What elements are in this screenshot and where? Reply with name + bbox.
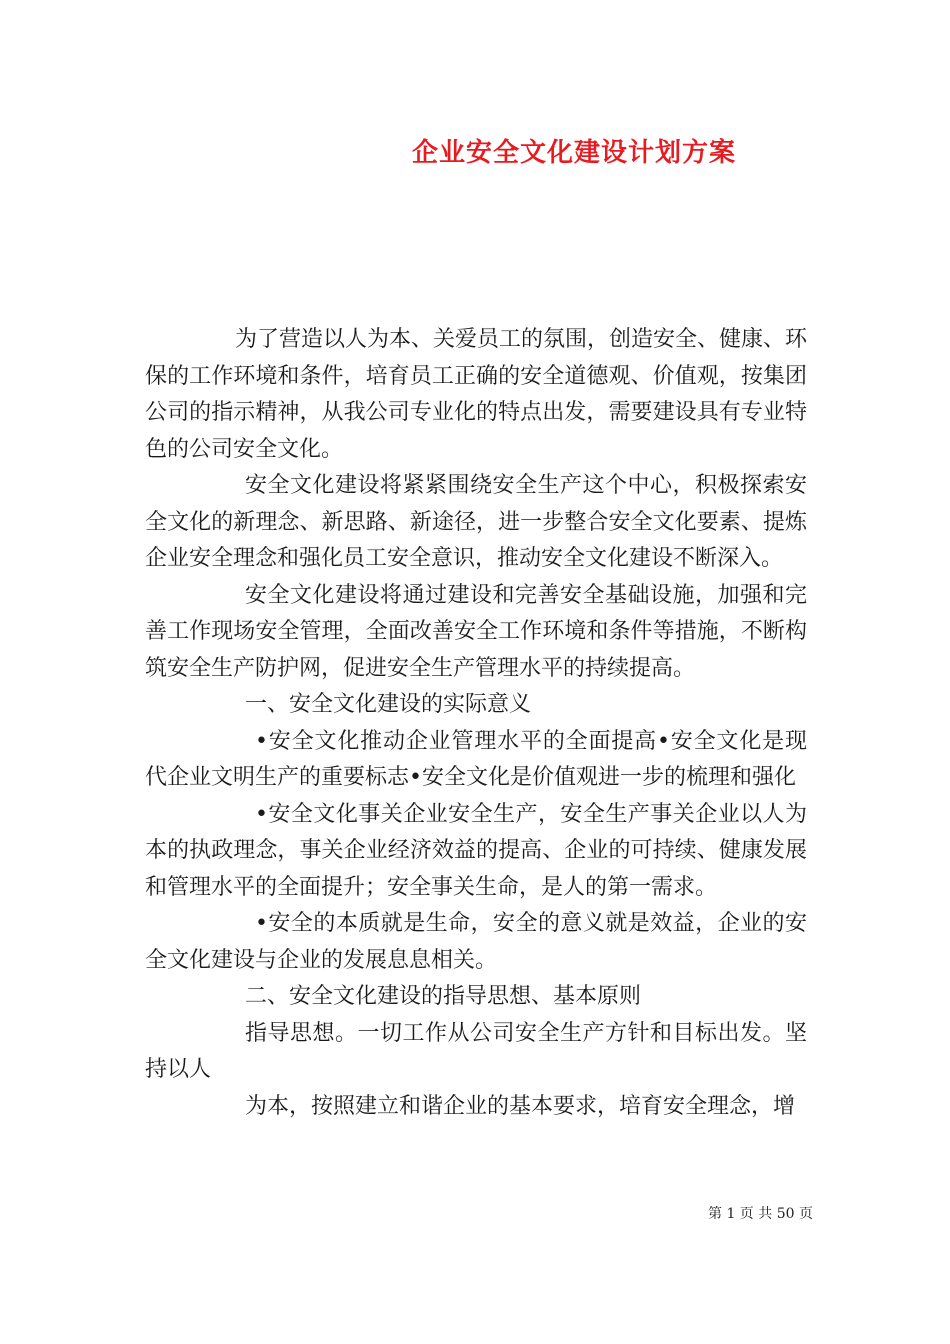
- bullet-paragraph-1: •安全文化推动企业管理水平的全面提高•安全文化是现代企业文明生产的重要标志•安全文化是价值观进一步的梳理和强化: [145, 728, 807, 790]
- paragraph-infrastructure: 安全文化建设将通过建设和完善安全基础设施，加强和完善工作现场安全管理，全面改善安全工作环境和条件等措施，不断构筑安全生产防护网，促进安全生产管理水平的持续提高。: [145, 582, 807, 681]
- paragraph-center: 安全文化建设将紧紧围绕安全生产这个中心，积极探索安全文化的新理念、新思路、新途径，进一步整合安全文化要素、提炼企业安全理念和强化员工安全意识，推动安全文化建设不断深入。: [145, 473, 807, 571]
- section-heading-2: 二、安全文化建设的指导思想、基本原则: [245, 984, 642, 1009]
- document-body: [145, 322, 807, 1125]
- paragraph-intro: 为了营造以人为本、关爱员工的氛围，创造安全、健康、环保的工作环境和条件，培育员工正确的安全道德观、价值观，按集团公司的指示精神，从我公司专业化的特点出发，需要建设具有专业特色的公司安全文化。: [145, 327, 808, 462]
- bullet-paragraph-2: •安全文化事关企业安全生产，安全生产事关企业以人为本的执政理念，事关企业经济效益的提高、企业的可持续、健康发展和管理水平的全面提升；安全事关生命，是人的第一需求。: [145, 801, 807, 900]
- section-heading-1: 一、安全文化建设的实际意义: [245, 692, 532, 717]
- page-number: 第 1 页 共 50 页: [708, 1206, 813, 1222]
- bullet-paragraph-3: •安全的本质就是生命，安全的意义就是效益，企业的安全文化建设与企业的发展息息相关。: [145, 911, 807, 973]
- paragraph-guiding-thought: 指导思想。一切工作从公司安全生产方针和目标出发。坚持以人: [145, 1020, 807, 1082]
- document-title: 企业安全文化建设计划方案: [412, 138, 737, 168]
- paragraph-continuation: 为本，按照建立和谐企业的基本要求，培育安全理念，增: [245, 1093, 796, 1119]
